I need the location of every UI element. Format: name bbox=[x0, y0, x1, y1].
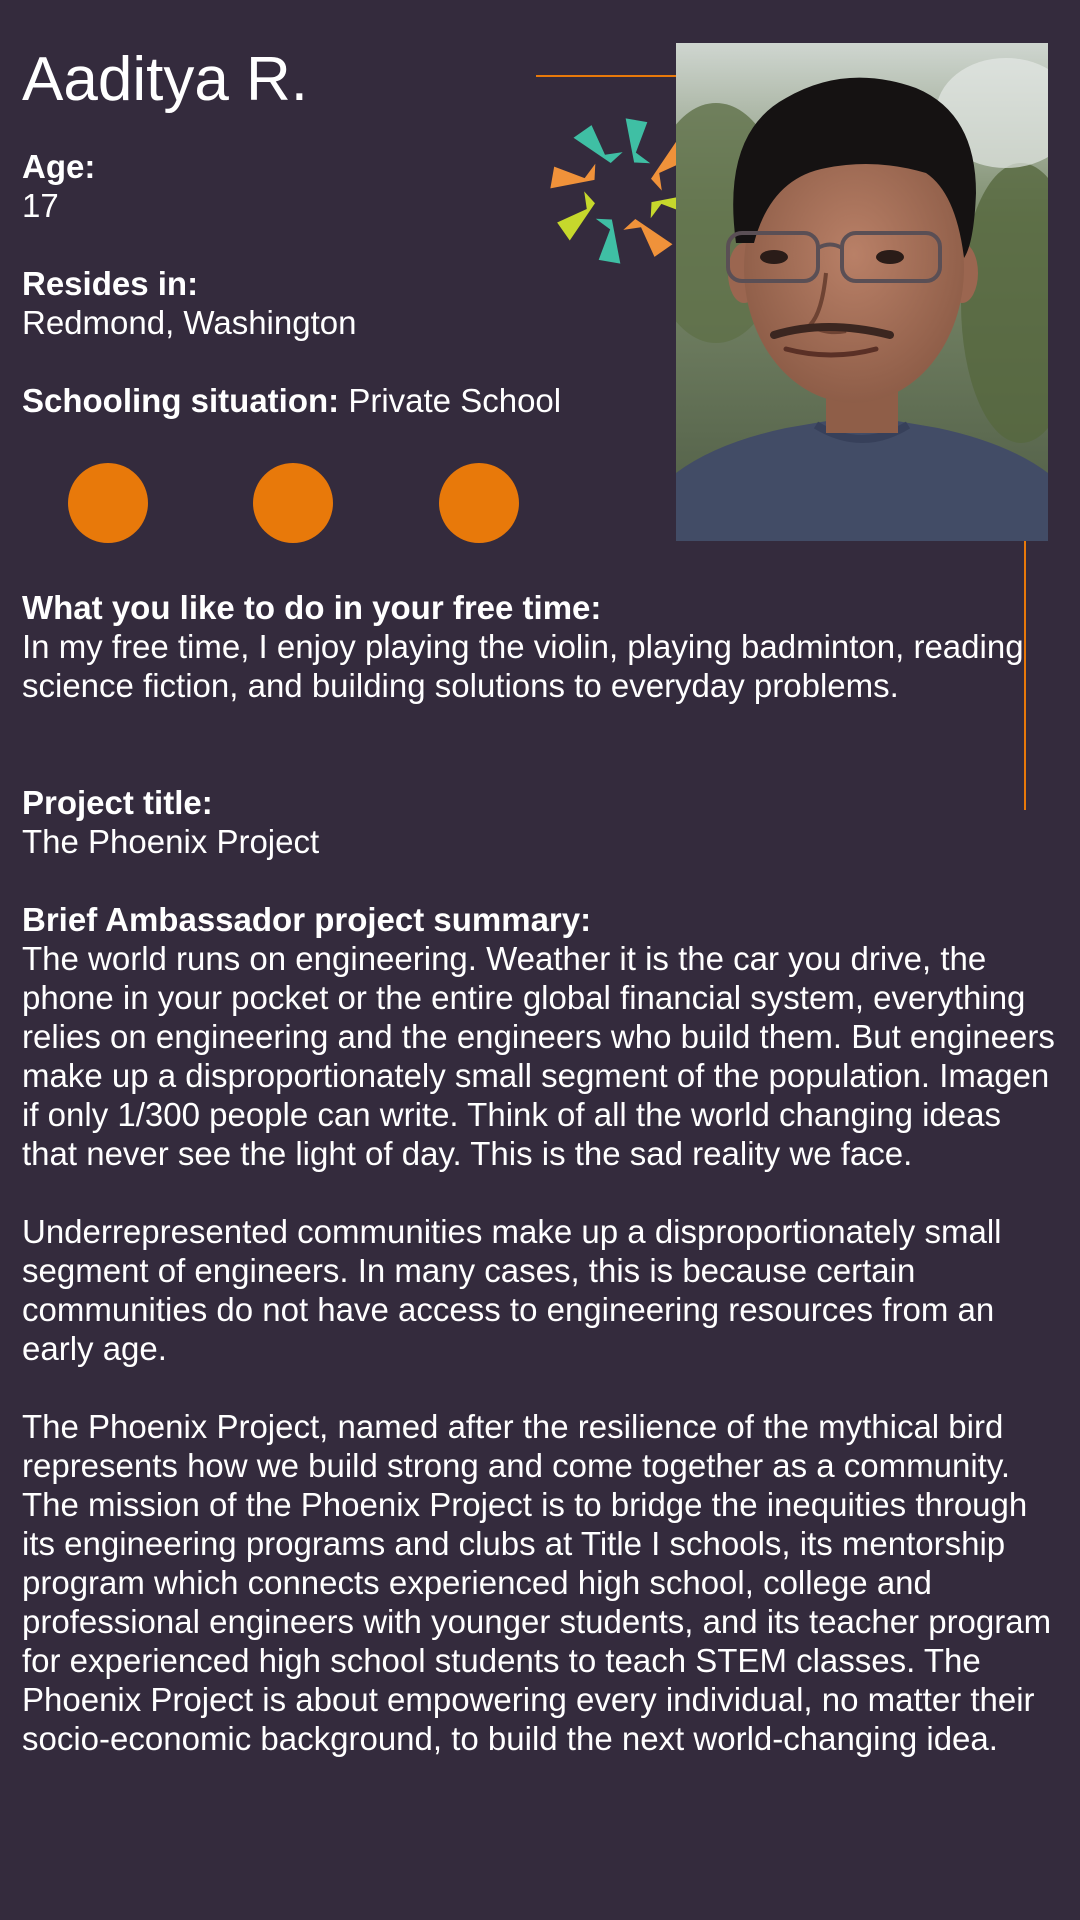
project-title-section bbox=[22, 783, 1062, 861]
project-summary-paragraph: Underrepresented communities make up a disproportionately small segment of engineers. In many cases, this is because certain communities do not have access to engineering resources from an early age. bbox=[22, 1213, 1002, 1367]
project-summary-paragraph: The Phoenix Project, named after the resilience of the mythical bird represents how we build strong and come together as a community. The mission of the Phoenix Project is to bridge the inequities through its engineering programs and clubs at Title I schools, its mentorship program which connects experienced high school, college and professional engineers with younger students, and its teacher program for experienced high school students to teach STEM classes. The Phoenix Project is about empowering every individual, no matter their socio-economic background, to build the next world-changing idea. bbox=[22, 1408, 1052, 1757]
free-time-section bbox=[22, 588, 1062, 705]
schooling-value: Private School bbox=[339, 382, 562, 419]
age-label: Age: bbox=[22, 148, 96, 185]
age-field bbox=[22, 147, 95, 225]
logo-petal bbox=[622, 210, 672, 263]
project-summary-paragraph: The world runs on engineering. Weather it is the car you drive, the phone in your pocket or the entire global financial system, everything relies on engineering and the engineers who build them. But engineers make up a disproportionately small segment of the population. Imagen if only 1/300 people can write. Think of all the world changing ideas that never see the light of day. This is the sad reality we face. bbox=[22, 940, 1055, 1172]
project-title-label: Project title: bbox=[22, 784, 213, 821]
residence-label: Resides in: bbox=[22, 265, 199, 302]
student-photo-illustration bbox=[676, 43, 1048, 541]
schooling-field bbox=[22, 381, 561, 427]
residence-value: Redmond, Washington bbox=[22, 304, 357, 341]
project-summary-section bbox=[22, 900, 1062, 1758]
project-summary-label: Brief Ambassador project summary: bbox=[22, 901, 592, 938]
student-photo bbox=[676, 43, 1048, 541]
decorative-horizontal-line bbox=[536, 75, 678, 77]
logo-petal bbox=[550, 157, 597, 196]
free-time-label: What you like to do in your free time: bbox=[22, 589, 602, 626]
free-time-text: In my free time, I enjoy playing the violin, playing badminton, reading science fiction, and building solutions to everyday problems. bbox=[22, 628, 1024, 704]
logo-petal bbox=[551, 190, 604, 240]
logo-petal bbox=[589, 217, 628, 264]
decorative-dot bbox=[253, 463, 333, 543]
age-value: 17 bbox=[22, 187, 59, 224]
student-name: Aaditya R. bbox=[22, 45, 309, 114]
logo-petal bbox=[574, 119, 624, 172]
residence-field bbox=[22, 264, 356, 342]
schooling-label: Schooling situation: bbox=[22, 382, 340, 419]
decorative-dot bbox=[68, 463, 148, 543]
project-title-value: The Phoenix Project bbox=[22, 823, 320, 860]
decorative-dot bbox=[439, 463, 519, 543]
logo-petal bbox=[618, 118, 657, 165]
